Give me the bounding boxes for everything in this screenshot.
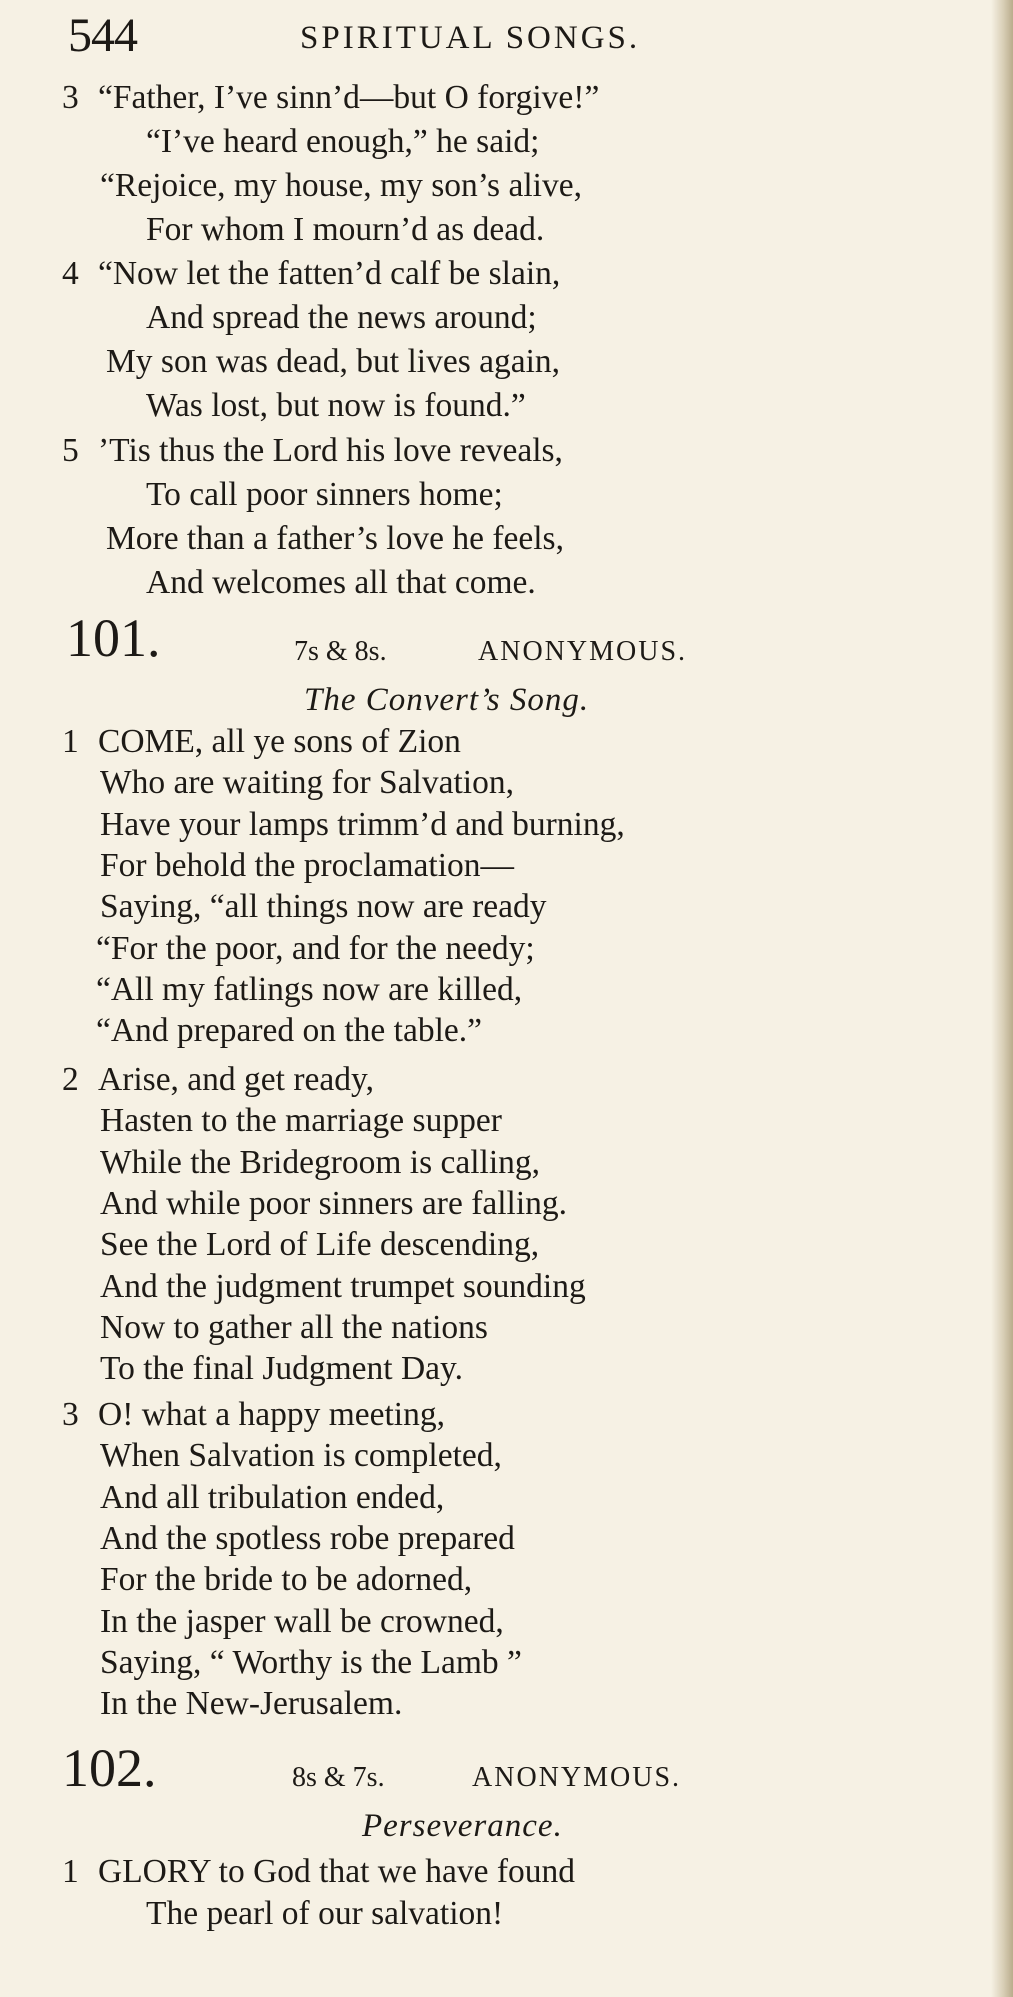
page-header [68, 8, 768, 68]
verse-line [62, 78, 599, 118]
verse-line: And all tribulation ended, [100, 1478, 445, 1516]
page-number: 544 [68, 9, 137, 62]
verse-line: For whom I mourn’d as dead. [146, 211, 545, 248]
verse-line-text: ’Tis thus the Lord his love reveals, [98, 432, 563, 469]
verse-line: For behold the proclamation— [100, 846, 515, 884]
verse-line: In the New-Jerusalem. [100, 1685, 403, 1723]
verse-line: While the Bridegroom is calling, [100, 1143, 541, 1181]
verse-line: The pearl of our salvation! [146, 1895, 504, 1932]
verse-line: For the bride to be adorned, [100, 1561, 473, 1599]
verse-line-text: “Now let the fatten’d calf be slain, [98, 255, 561, 292]
verse-line: To call poor sinners home; [146, 476, 503, 513]
verse-line: Was lost, but now is found.” [146, 387, 526, 424]
verse-line-text: Arise, and get ready, [98, 1061, 374, 1098]
verse-number: 3 [62, 79, 79, 116]
verse-number: 1 [62, 723, 79, 760]
verse-line: “I’ve heard enough,” he said; [146, 123, 540, 160]
hymn-author: ANONYMOUS. [478, 636, 688, 667]
verse-line: And the spotless robe prepared [100, 1519, 515, 1557]
verse-number: 1 [62, 1853, 79, 1890]
verse-line: When Salvation is completed, [100, 1437, 502, 1475]
verse-line: Who are waiting for Salvation, [100, 764, 514, 802]
verse-line-text: O! what a happy meeting, [98, 1396, 445, 1433]
verse-line: “For the poor, and for the needy; [96, 929, 535, 967]
hymn-number: 101. [66, 608, 161, 668]
verse-line: In the jasper wall be crowned, [100, 1602, 504, 1640]
verse-line: Hasten to the marriage supper [100, 1102, 502, 1140]
hymn-title: The Convert’s Song. [304, 682, 590, 718]
verse-line: Now to gather all the nations [100, 1308, 488, 1346]
verse-line [62, 1060, 374, 1100]
verse-line: Saying, “ Worthy is the Lamb ” [100, 1643, 522, 1681]
hymn-author: ANONYMOUS. [472, 1762, 682, 1793]
running-title: SPIRITUAL SONGS. [300, 20, 641, 56]
verse-line [62, 1852, 575, 1892]
verse-line: More than a father’s love he feels, [106, 520, 564, 557]
hymn-title: Perseverance. [362, 1808, 563, 1844]
verse-line: And while poor sinners are falling. [100, 1184, 568, 1222]
verse-line: And welcomes all that come. [146, 564, 536, 601]
hymn-meter: 8s & 7s. [292, 1762, 385, 1793]
hymn-meter: 7s & 8s. [294, 636, 387, 667]
verse-line-text: GLORY to God that we have found [98, 1853, 575, 1890]
verse-line: To the final Judgment Day. [100, 1350, 463, 1388]
verse-line [62, 1395, 445, 1435]
hymn-number: 102. [62, 1738, 157, 1798]
page-edge [991, 0, 1013, 1997]
verse-line: And spread the news around; [146, 299, 537, 336]
verse-line: My son was dead, but lives again, [106, 343, 561, 380]
verse-line: Have your lamps trimm’d and burning, [100, 805, 625, 843]
verse-number: 4 [62, 255, 79, 292]
verse-line: And the judgment trumpet sounding [100, 1267, 586, 1305]
verse-line [62, 722, 461, 762]
verse-line [62, 431, 563, 471]
verse-line: Saying, “all things now are ready [100, 888, 547, 926]
verse-number: 2 [62, 1061, 79, 1098]
verse-number: 3 [62, 1396, 79, 1433]
verse-number: 5 [62, 432, 79, 469]
verse-line: See the Lord of Life descending, [100, 1226, 540, 1264]
verse-line [62, 254, 560, 294]
verse-line-text: “Father, I’ve sinn’d—but O forgive!” [98, 79, 600, 116]
verse-line: “Rejoice, my house, my son’s alive, [100, 167, 582, 204]
verse-line-text: COME, all ye sons of Zion [98, 723, 461, 760]
verse-line: “All my fatlings now are killed, [96, 970, 523, 1008]
verse-line: “And prepared on the table.” [96, 1012, 483, 1050]
